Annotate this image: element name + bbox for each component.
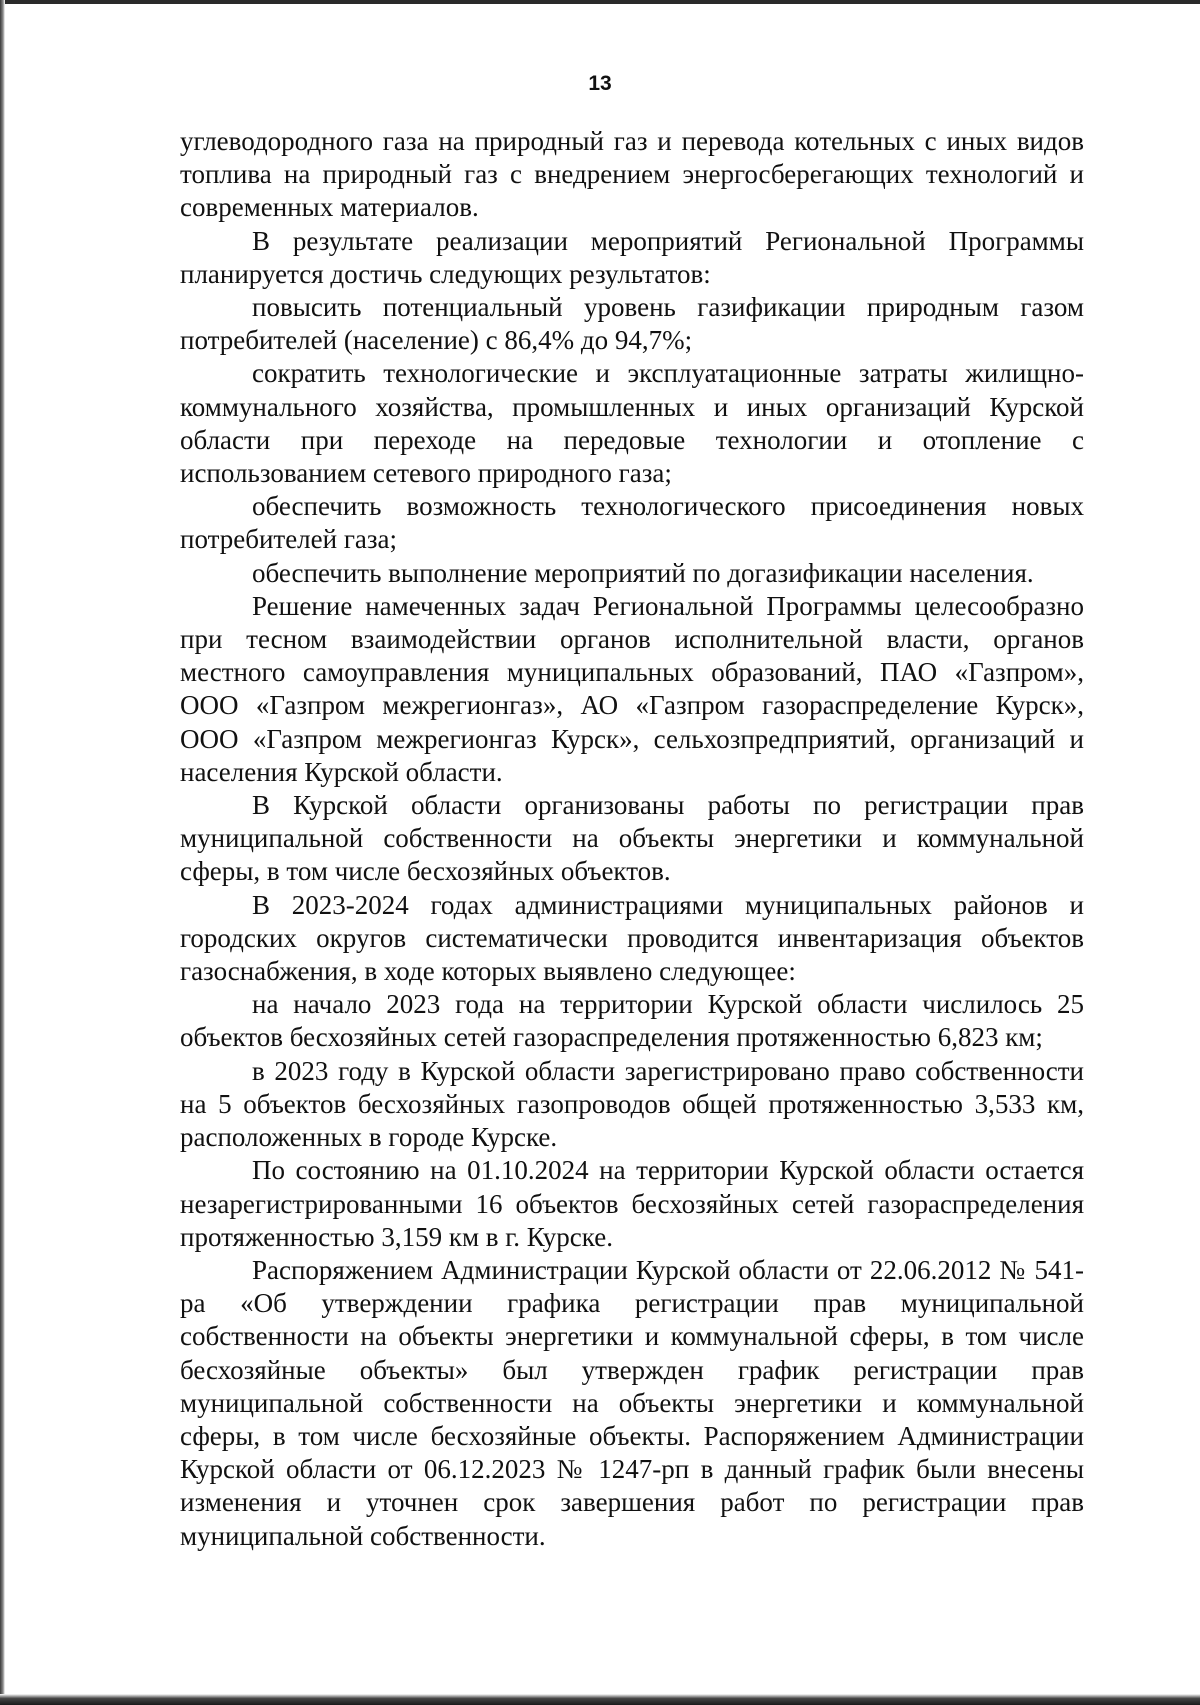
paragraph: Решение намеченных задач Региональной Программы целесообразно при тесном взаимодействии органов исполнительной власти, органов местного самоуправления муниципальных образований, ПАО «Газпром», ООО «Газпром межрегионгаз», АО «Газпром газораспределение Курск», ООО «Газпром межрегионгаз Курск», сельхозпредприятий, организаций и населения Курской области. xyxy=(180,590,1084,787)
paragraph: В 2023-2024 годах администрациями муниципальных районов и городских округов систематически проводится инвентаризация объектов газоснабжения, в ходе которых выявлено следующее: xyxy=(180,889,1084,987)
paragraph: В Курской области организованы работы по регистрации прав муниципальной собственности на объекты энергетики и коммунальной сферы, в том числе бесхозяйных объектов. xyxy=(180,790,1084,887)
paragraph: Распоряжением Администрации Курской области от 22.06.2012 № 541-ра «Об утверждении графика регистрации прав муниципальной собственности на объекты энергетики и коммунальной сферы, в том числе бесхозяйные объекты» был утвержден график регистрации прав муниципальной собственности на объекты энергетики и коммунальной сферы, в том числе бесхозяйные объекты. Распоряжением Администрации Курской области от 06.12.2023 № 1247-рп в данный график были внесены изменения и уточнен срок завершения работ по регистрации прав муниципальной собственности. xyxy=(180,1254,1084,1551)
paragraph: в 2023 году в Курской области зарегистрировано право собственности на 5 объектов бесхозяйных газопроводов общей протяженностью 3,533 км, расположенных в городе Курске. xyxy=(180,1055,1084,1153)
paragraph: сократить технологические и эксплуатационные затраты жилищно-коммунального хозяйства, промышленных и иных организаций Курской области при переходе на передовые технологии и отопление с использованием сетевого природного газа; xyxy=(180,358,1084,489)
paragraph: По состоянию на 01.10.2024 на территории Курской области остается незарегистрированными 16 объектов бесхозяйных сетей газораспределения протяженностью 3,159 км в г. Курске. xyxy=(180,1155,1084,1252)
paragraph: повысить потенциальный уровень газификации природным газом потребителей (население) с 86,4% до 94,7%; xyxy=(180,292,1084,356)
paragraph: обеспечить выполнение мероприятий по догазификации населения. xyxy=(252,557,1034,588)
scan-border-bottom xyxy=(0,1694,1200,1705)
paragraph: на начало 2023 года на территории Курской области числилось 25 объектов бесхозяйных сетей газораспределения протяженностью 6,823 км; xyxy=(180,989,1084,1053)
paragraph: обеспечить возможность технологического присоединения новых потребителей газа; xyxy=(180,491,1084,555)
document-body xyxy=(180,125,1084,1553)
page-number: 13 xyxy=(588,72,612,95)
scan-border-left xyxy=(0,0,5,1705)
paragraph: В результате реализации мероприятий Региональной Программы планируется достичь следующих результатов: xyxy=(180,225,1084,289)
paragraph: углеводородного газа на природный газ и перевода котельных с иных видов топлива на природный газ с внедрением энергосберегающих технологий и современных материалов. xyxy=(180,126,1084,223)
scan-border-top xyxy=(0,0,1200,4)
